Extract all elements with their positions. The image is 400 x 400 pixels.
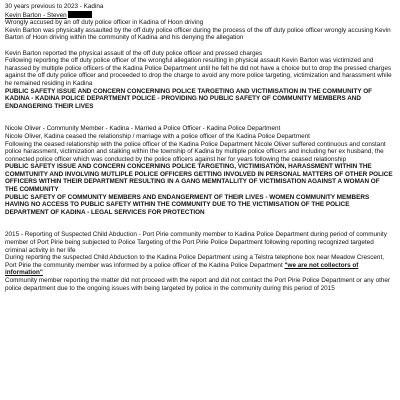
- heading-text: Kevin Barton - Steven: [5, 11, 67, 19]
- redaction-block: [68, 11, 92, 18]
- quote-text: "we are not collectors of information": [5, 261, 359, 277]
- paragraph: Kevin Barton was physically assaulted by the off duty police officer during the process of the off duty police officer wrongly accusing Kevin Barton of Hoon driving within the community of Kadina and his denying the allegation: [5, 26, 391, 42]
- paragraph: [5, 254, 393, 277]
- section-heading-nicole-oliver: Nicole Oliver - Community Member - Kadina - Married a Police Officer - Kadina Police Department: [5, 125, 281, 133]
- bold-statement: PUBLIC SAFETY ISSUE AND CONCERN CONCERNING POLICE TARGETING AND VICTIMISATION IN THE COMMUNITY OF KADINA - KADINA POLICE DEPARTMENT POLICE - PROVIDING NO PUBLIC SAFETY OF COMMUNITY MEMBERS AND ENDANGERING THEIR LIVES: [5, 87, 373, 110]
- paragraph: Kevin Barton reported the physical assault of the off duty police officer and pressed charges: [5, 49, 263, 57]
- paragraph: Following reporting the off duty police officer of the wrongful allegation resulting in physical assault Kevin Barton was victimized and harassed by multiple police officers of the Kadina Police Department until he felt he did not have a choice but to drop the pressed charges against the off duty police officer and proceeded to drop the charge to avoid any more police targeting, victimization and harassment while he remained residing in Kadina: [5, 57, 392, 87]
- document-page: [5, 3, 393, 292]
- section-heading-2015-report: 2015 - Reporting of Suspected Child Abduction - Port Pirie community member to Kadina Police Department during period of community member of Port Pirie being subjected to Police Targeting of the Port Pirie Police Department following reporting recognized targeted criminal activity in her life: [5, 231, 387, 254]
- paragraph: Community member reporting the matter did not proceed with the report and did not contact the Port Pirie Police Department or any other police department due to the ongoing issues with being targeted by police in the community during this period of 2015: [5, 277, 391, 292]
- paragraph-text: During reporting the suspected Child Abduction to the Kadina Police Department using a Telstra telephone box near Meadow Crescent, Port Pirie the community member was informed by a police officer of the Kadina Police Department: [5, 254, 384, 269]
- intro-line: 30 years previous to 2023 - Kadina: [5, 3, 104, 10]
- paragraph: Nicole Oliver, Kadina ceased the relationship / marriage with a police officer of the Kadina Police Department: [5, 132, 310, 140]
- section-heading-kevin-barton: [5, 11, 393, 20]
- paragraph: Following the ceased relationship with the police officer of the Kadina Police Department Nicole Oliver suffered continuous and constant police harassment, victimization and stalking within the township of Kadina by multiple police officers and including her ex husband, the connected police officer which was conducted by the police officers against her for years following the ceased relationship: [5, 140, 386, 163]
- paragraph: Wrongly accused by an off duty police officer in Kadina of Hoon driving: [5, 19, 204, 27]
- bold-statement: PUBLIC SAFETY OF COMMUNITY MEMBERS AND ENDANGERMENT OF THEIR LIVES - WOMEN COMMUNITY MEMBERS HAVING NO ACCESS TO PUBLIC SAFETY WITHIN THE COMMUNITY DUE TO THE VICTIMISATION OF THE POLICE DEPARTMENT OF KADINA - LEGAL SERVICES FOR PROTECTION: [5, 193, 370, 216]
- bold-statement: PUBLIC SAFETY ISSUE AND CONCERN CONCERNING POLICE TARGETING, VICTIMISATION, HARASSMENT WITHIN THE COMMTUNITY AND INVOLVING MUTLIPLE POLICE OFFICERS GETTING INVOLVED IN PERSONAL MATTERS OF OTHER POLICE OFFICERS WITHIN THEIR DEPARTMENT RESULTING IN A GANG MEMNTALLITY OF VICTIMISATION AGAINST A WOMAN OF THE COMMUNITY: [5, 163, 393, 194]
